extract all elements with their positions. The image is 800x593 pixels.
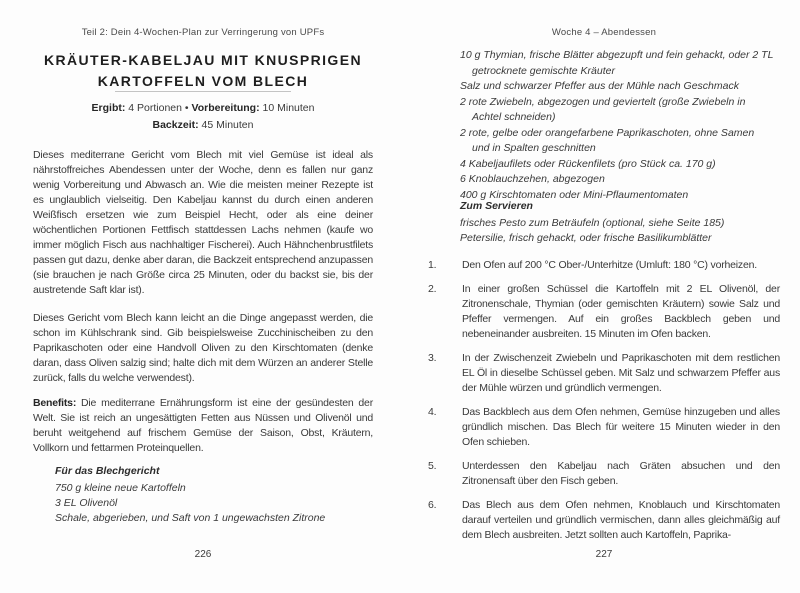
prep-value: 10 Minuten — [262, 102, 315, 114]
intro-paragraph-2: Dieses Gericht vom Blech kann leicht an die Dinge angepasst werden, die schon im Kühlschrank sind. Gib beispielsweise Zucchinischeiben zu den Paprikaschoten oder eine Handvoll Oliven zu den Kirschtomaten (denke daran, dass Oliven salzig sind; halte dich mit dem Würzen an anderer Stelle zurück, falls du welche verwendest). — [33, 312, 373, 384]
step-number: 4. — [428, 406, 437, 418]
step-number: 3. — [428, 352, 437, 364]
instruction-step — [428, 405, 780, 450]
prep-label: Vorbereitung: — [191, 102, 260, 114]
ingredient-item: 2 rote, gelbe oder orangefarbene Paprikaschoten, ohne Samen und in Spalten geschnitten — [460, 126, 755, 154]
instruction-steps — [428, 258, 780, 552]
ingredient-item: 4 Kabeljaufilets oder Rückenfilets (pro Stück ca. 170 g) — [460, 157, 716, 170]
instruction-step — [428, 258, 780, 273]
recipe-title-line2: KARTOFFELN VOM BLECH — [97, 72, 309, 89]
left-running-header: Teil 2: Dein 4-Wochen-Plan zur Verringerung von UPFs — [81, 27, 325, 38]
ingredient-item: Salz und schwarzer Pfeffer aus der Mühle nach Geschmack — [460, 80, 739, 92]
step-text: Das Backblech aus dem Ofen nehmen, Gemüse hinzugeben und alles gründlich mischen. Das Blech für weitere 15 Minuten wieder in den Ofen schieben. — [462, 406, 780, 448]
bake-label: Backzeit: — [152, 119, 199, 131]
benefits-paragraph — [33, 396, 373, 456]
step-text: Den Ofen auf 200 °C Ober-/Unterhitze (Umluft: 180 °C) vorheizen. — [462, 259, 757, 271]
step-text: Das Blech aus dem Ofen nehmen, Knoblauch und Kirschtomaten darauf verteilen und gründlich vermischen, dann alles gleichmäßig auf dem Blech ausbreiten. Jetzt sollten auch Kartoffeln, Paprika- — [462, 499, 780, 541]
serving-heading: Zum Servieren — [460, 200, 533, 212]
ingredient-item: 2 rote Zwiebeln, abgezogen und geviertelt (große Zwiebeln in Achtel schneiden) — [460, 95, 746, 123]
ingredient-item: 10 g Thymian, frische Blätter abgezupft und fein gehackt, oder 2 TL getrocknete gemischte Kräuter — [460, 49, 774, 77]
title-divider — [115, 91, 291, 92]
serving-item: frisches Pesto zum Beträufeln (optional, siehe Seite 185) — [460, 217, 725, 229]
yield-value: 4 Portionen — [128, 102, 182, 114]
step-text: In der Zwischenzeit Zwiebeln und Paprikaschoten mit dem restlichen EL Öl in dieselbe Schüssel geben. Mit Salz und schwarzem Pfeffer aus der Mühle würzen und gründlich vermengen. — [462, 352, 780, 394]
right-running-header: Woche 4 – Abendessen — [551, 27, 657, 38]
step-text: Unterdessen den Kabeljau nach Gräten absuchen und den Zitronensaft über den Fisch geben. — [462, 460, 780, 487]
step-text: In einer großen Schüssel die Kartoffeln mit 2 EL Olivenöl, der Zitronenschale, Thymian (oder gemischten Kräutern) sowie Salz und Pfeffer vermengen. Auf ein großes Backblech geben und nebeneinander ausbreiten. 15 Minuten im Ofen backen. — [462, 283, 780, 340]
ingredient-item: 400 g Kirschtomaten oder Mini-Pflaumentomaten — [460, 188, 689, 201]
ingredients-list-continued — [460, 48, 774, 203]
ingredient-item: 6 Knoblauchzehen, abgezogen — [460, 173, 605, 185]
instruction-step — [428, 459, 780, 489]
intro-paragraph-1: Dieses mediterrane Gericht vom Blech mit viel Gemüse ist ideal als nährstoffreiches Abendessen unter der Woche, denn es fallen nur ganz wenig Vorbereitung und Abwasch an. Wie die meisten meiner Rezepte ist es unglaublich vielseitig. Den Kabeljau kannst du durch einen anderen Weißfisch ersetzen wie zum Beispiel Hecht, oder als eine deiner wöchentlichen Portionen Fettfisch stattdessen Lachs nehmen (kaufe wo immer möglich Fisch aus nachhaltiger Fischerei). Auch Hähnchenbrustfilets passen gut dazu, denke aber daran, die Backzeit entsprechend anzupassen (sie brauchen je nach Größe circa 25 Minuten, oder du backst sie, bis der austretende Saft klar ist). — [33, 149, 373, 296]
page-number-left: 226 — [194, 549, 212, 560]
step-number: 5. — [428, 460, 437, 472]
yield-label: Ergibt: — [91, 102, 126, 114]
step-number: 1. — [428, 259, 437, 271]
recipe-meta-line2 — [23, 117, 383, 134]
ingredients-heading: Für das Blechgericht — [55, 465, 160, 477]
recipe-meta-line1 — [23, 100, 383, 117]
recipe-title — [23, 50, 383, 91]
ingredient-item: 750 g kleine neue Kartoffeln — [55, 482, 186, 494]
page-number-right: 227 — [595, 549, 613, 560]
step-number: 6. — [428, 499, 437, 511]
benefits-text: Die mediterrane Ernährungsform ist eine der gesündesten der Welt. Sie ist reich an ungesättigten Fetten aus Nüssen und Olivenöl und beruht weitgehend auf frischem Gemüse der Saison, Obst, Kräutern, Vollkorn und fettarmen Proteinquellen. — [33, 397, 373, 454]
serving-item: Petersilie, frisch gehackt, oder frische Basilikumblätter — [460, 232, 712, 244]
benefits-label: Benefits: — [33, 397, 77, 409]
ingredient-item: Schale, abgerieben, und Saft von 1 ungewachsten Zitrone — [55, 512, 326, 524]
instruction-step — [428, 282, 780, 342]
ingredients-list — [55, 481, 370, 526]
instruction-step — [428, 498, 780, 543]
recipe-title-line1: KRÄUTER-KABELJAU MIT KNUSPRIGEN — [44, 52, 362, 68]
meta-separator-dot: • — [184, 102, 189, 114]
step-number: 2. — [428, 283, 437, 295]
ingredient-item: 3 EL Olivenöl — [55, 497, 118, 509]
serving-list — [460, 216, 774, 246]
recipe-meta — [23, 100, 383, 134]
instruction-step — [428, 351, 780, 396]
bake-value: 45 Minuten — [201, 119, 254, 131]
